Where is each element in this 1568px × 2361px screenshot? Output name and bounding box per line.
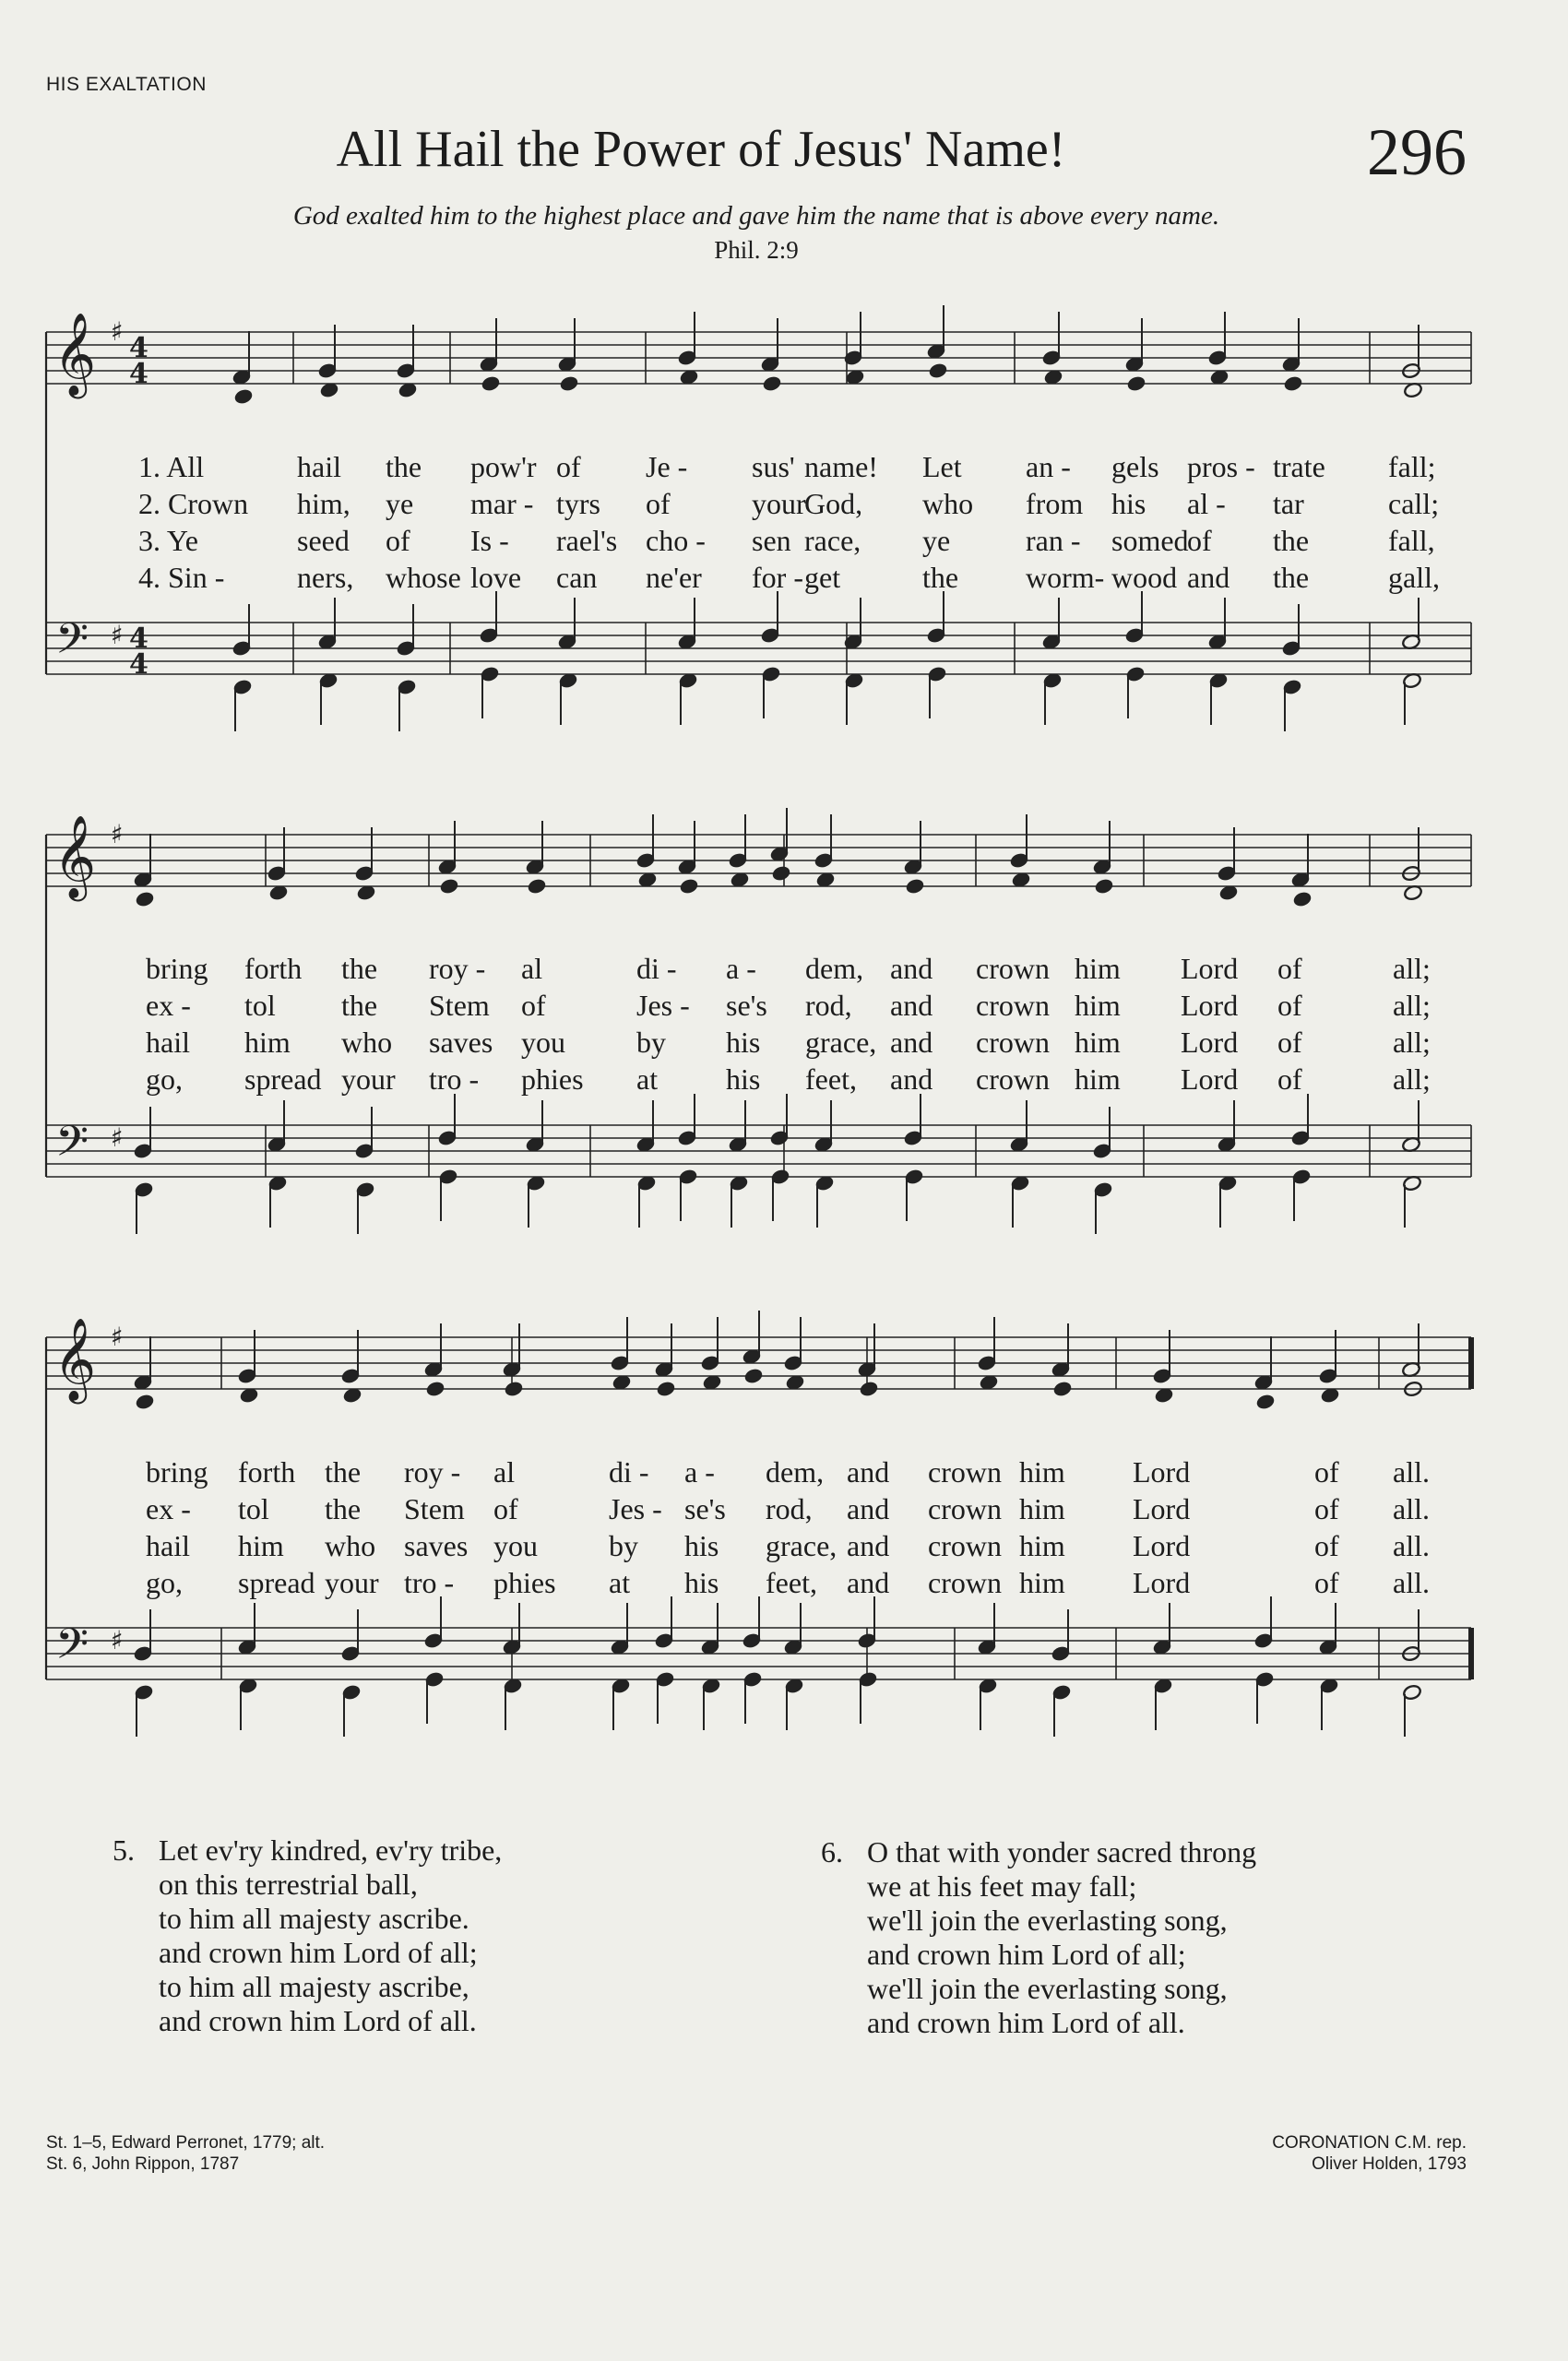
lyric-syllable: him [1075,952,1121,985]
lyric-syllable: the [922,561,959,594]
lyric-syllable: of [1277,989,1302,1022]
lyric-syllable: di - [636,952,677,985]
lyric-syllable: and [1187,561,1230,594]
lyric-syllable: al [493,1455,516,1489]
lyric-syllable: tro - [404,1566,455,1599]
note-head [1283,375,1302,392]
lyric-syllable: an - [1026,450,1071,483]
lyric-syllable: saves [429,1026,493,1059]
section-label: HIS EXALTATION [46,74,207,95]
lyric-syllable: phies [521,1062,584,1096]
lyric-syllable: and [890,989,933,1022]
lyric-syllable: se's [726,989,767,1022]
sharp-icon: ♯ [111,1122,124,1153]
stanza-line: we at his feet may fall; [867,1869,1137,1903]
lyric-syllable: him [1019,1455,1065,1489]
lyric-syllable: ex - [146,989,191,1022]
lyric-syllable: seed [297,524,350,557]
lyric-syllable: of [1187,524,1212,557]
lyric-syllable: a - [684,1455,715,1489]
stanza-line: and crown him Lord of all; [159,1936,478,1969]
lyric-syllable: tyrs [556,487,600,520]
lyric-syllable: and [890,1062,933,1096]
lyric-syllable: Lord [1181,952,1239,985]
note-head [928,362,947,379]
sharp-icon: ♯ [111,1625,124,1655]
lyric-syllable: sus' [752,450,795,483]
stanza-line: we'll join the everlasting song, [867,1972,1228,2005]
lyric-syllable: feet, [805,1062,857,1096]
lyric-syllable: whose [386,561,461,594]
stanza-line: O that with yonder sacred throng [867,1835,1257,1869]
time-signature-icon: 4 [129,648,148,681]
lyric-syllable: worm- [1026,561,1105,594]
lyric-syllable: rod, [805,989,852,1022]
lyric-syllable: Lord [1181,989,1239,1022]
lyric-syllable: a - [726,952,756,985]
lyric-syllable: feet, [766,1566,817,1599]
lyric-syllable: the [325,1492,362,1525]
note-head [656,1381,675,1397]
lyric-syllable: forth [238,1455,296,1489]
lyric-syllable: phies [493,1566,556,1599]
lyric-syllable: all. [1393,1529,1430,1562]
note-head [1126,375,1146,392]
lyric-syllable: roy - [429,952,486,985]
note-head [1255,1394,1275,1410]
note-head [771,865,790,882]
note-head [679,878,698,895]
note-head [1094,878,1113,895]
lyric-syllable: the [325,1455,362,1489]
bass-clef-icon: 𝄢 [55,614,89,674]
treble-clef-icon: 𝄞 [53,815,97,898]
lyric-syllable: and [847,1455,890,1489]
lyric-syllable: ne'er [646,561,702,594]
stanza-line: we'll join the everlasting song, [867,1904,1228,1937]
lyric-syllable: go, [146,1062,183,1096]
lyric-syllable: Jes - [636,989,690,1022]
note-head [135,891,154,908]
lyric-syllable: the [1273,561,1310,594]
lyric-syllable: sen [752,524,791,557]
lyric-syllable: all. [1393,1492,1430,1525]
lyric-syllable: all; [1393,952,1431,985]
stanza-line: and crown him Lord of all. [159,2004,477,2037]
lyric-syllable: spread [244,1062,322,1096]
lyric-syllable: al - [1187,487,1226,520]
bass-staff [46,623,1471,674]
text-credit-line: St. 6, John Rippon, 1787 [46,2154,240,2174]
lyric-syllable: of [521,989,546,1022]
lyric-syllable: by [609,1529,638,1562]
lyric-syllable: and [847,1566,890,1599]
note-head [859,1381,878,1397]
lyric-syllable: se's [684,1492,726,1525]
lyric-syllable: wood [1111,561,1178,594]
bass-staff [46,1125,1471,1177]
lyric-syllable: crown [928,1529,1002,1562]
lyric-syllable: you [493,1529,538,1562]
lyric-syllable: 3. Ye [138,524,198,557]
lyric-syllable: at [636,1062,659,1096]
lyric-syllable: crown [928,1566,1002,1599]
lyric-syllable: all; [1393,1062,1431,1096]
lyric-syllable: dem, [805,952,864,985]
lyric-syllable: who [325,1529,376,1562]
lyric-syllable: ex - [146,1492,191,1525]
lyric-syllable: pros - [1187,450,1255,483]
sharp-icon: ♯ [111,620,124,650]
lyric-syllable: all; [1393,1026,1431,1059]
bass-clef-icon: 𝄢 [55,1619,89,1679]
lyric-syllable: cho - [646,524,706,557]
lyric-syllable: crown [976,989,1050,1022]
lyric-syllable: al [521,952,543,985]
lyric-syllable: crown [976,1026,1050,1059]
treble-staff [46,332,1471,384]
lyric-syllable: name! [804,450,878,483]
hymn-title: All Hail the Power of Jesus' Name! [336,121,1066,178]
lyric-syllable: of [1314,1455,1339,1489]
note-head [905,878,924,895]
note-head [481,375,500,392]
note-head [743,1368,763,1384]
lyric-syllable: him [238,1529,284,1562]
note-head [1052,1381,1072,1397]
lyric-syllable: Let [922,450,962,483]
lyric-syllable: race, [804,524,861,557]
lyric-syllable: all; [1393,989,1431,1022]
stanza-line: and crown him Lord of all; [867,1938,1186,1971]
lyric-syllable: 1. All [138,450,205,483]
lyric-syllable: rael's [556,524,618,557]
lyric-syllable: him [1075,989,1121,1022]
tune-credits [1272,2132,1467,2175]
lyric-syllable: di - [609,1455,649,1489]
music-system-2 [0,779,1568,1277]
stanza-line: to him all majesty ascribe, [159,1970,469,2003]
lyric-syllable: the [341,989,378,1022]
lyric-syllable: him [1019,1492,1065,1525]
lyric-syllable: who [341,1026,393,1059]
lyric-syllable: and [847,1529,890,1562]
lyric-syllable: grace, [805,1026,877,1059]
lyric-syllable: Jes - [609,1492,662,1525]
note-head [1292,891,1312,908]
lyric-syllable: love [470,561,522,594]
lyric-syllable: the [386,450,422,483]
lyric-syllable: of [1277,952,1302,985]
lyric-syllable: his [1111,487,1146,520]
lyric-syllable: Lord [1181,1062,1239,1096]
text-credit-line: St. 1–5, Edward Perronet, 1779; alt. [46,2133,326,2153]
bass-clef-icon: 𝄢 [55,1117,89,1177]
note-head [135,1394,154,1410]
lyric-syllable: your [325,1566,379,1599]
lyric-syllable: his [726,1062,761,1096]
lyric-syllable: Lord [1133,1492,1191,1525]
lyric-syllable: ye [386,487,414,520]
lyric-syllable: of [1277,1062,1302,1096]
time-signature-icon: 4 [129,332,148,364]
lyric-syllable: trate [1273,450,1325,483]
lyric-syllable: hail [146,1529,190,1562]
lyric-syllable: of [386,524,410,557]
lyric-syllable: of [493,1492,518,1525]
time-signature-icon: 4 [129,358,148,390]
lyric-syllable: tar [1273,487,1304,520]
lyric-syllable: forth [244,952,303,985]
lyric-syllable: roy - [404,1455,461,1489]
note-head [425,1381,445,1397]
lyric-syllable: him [1019,1529,1065,1562]
lyric-syllable: 2. Crown [138,487,249,520]
lyric-syllable: his [726,1026,761,1059]
lyric-syllable: him [1075,1026,1121,1059]
tune-credit-line: CORONATION C.M. rep. [1272,2133,1467,2153]
lyric-syllable: mar - [470,487,534,520]
scripture-reference: Phil. 2:9 [714,236,799,264]
treble-clef-icon: 𝄞 [53,1318,97,1401]
lyric-syllable: him [244,1026,291,1059]
lyric-syllable: ran - [1026,524,1081,557]
lyric-syllable: fall; [1388,450,1436,483]
sharp-icon: ♯ [111,819,124,849]
stanza-number: 5. [113,1833,135,1867]
sharp-icon: ♯ [111,1322,124,1352]
note-head [762,375,781,392]
lyric-syllable: and [890,1026,933,1059]
lyric-syllable: crown [928,1455,1002,1489]
treble-clef-icon: 𝄞 [53,313,97,396]
lyric-syllable: Is - [470,524,509,557]
lyric-syllable: Lord [1181,1026,1239,1059]
tune-credit-line: Oliver Holden, 1793 [1312,2154,1467,2174]
sharp-icon: ♯ [111,316,124,347]
lyric-syllable: God, [804,487,863,520]
lyric-syllable: for - [752,561,803,594]
lyric-syllable: bring [146,1455,208,1489]
lyric-syllable: saves [404,1529,469,1562]
stanza-line: and crown him Lord of all. [867,2006,1185,2039]
lyric-syllable: tro - [429,1062,480,1096]
lyric-syllable: fall, [1388,524,1435,557]
lyric-syllable: go, [146,1566,183,1599]
stanza-line: to him all majesty ascribe. [159,1902,469,1935]
stanza-line: Let ev'ry kindred, ev'ry tribe, [159,1833,503,1867]
lyric-syllable: all. [1393,1566,1430,1599]
lyric-syllable: by [636,1026,666,1059]
lyric-syllable: who [922,487,974,520]
hymn-number: 296 [1367,115,1467,189]
note-head [439,878,458,895]
lyric-syllable: ye [922,524,951,557]
lyric-syllable: all. [1393,1455,1430,1489]
lyric-syllable: you [521,1026,565,1059]
stanza-5 [113,1833,502,2038]
lyric-syllable: tol [238,1492,269,1525]
lyric-syllable: of [556,450,581,483]
lyric-syllable: Je - [646,450,688,483]
lyric-syllable: spread [238,1566,315,1599]
stanza-6 [821,1835,1256,2040]
lyric-syllable: crown [976,952,1050,985]
lyric-syllable: crown [928,1492,1002,1525]
note-head [504,1381,523,1397]
lyric-syllable: of [1314,1566,1339,1599]
lyric-syllable: call; [1388,487,1440,520]
lyric-syllable: him [1075,1062,1121,1096]
lyric-syllable: of [1277,1026,1302,1059]
lyric-syllable: Lord [1133,1455,1191,1489]
lyric-syllable: and [847,1492,890,1525]
lyric-syllable: of [646,487,671,520]
note-head [527,878,546,895]
stanza-line: on this terrestrial ball, [159,1868,418,1901]
lyric-syllable: him [1019,1566,1065,1599]
lyric-syllable: crown [976,1062,1050,1096]
lyric-syllable: at [609,1566,631,1599]
text-credits [46,2132,325,2175]
lyric-syllable: gall, [1388,561,1440,594]
lyric-syllable: gels [1111,450,1159,483]
lyric-syllable: of [1314,1492,1339,1525]
note-head [559,375,578,392]
lyric-syllable: your [752,487,806,520]
lyric-syllable: tol [244,989,276,1022]
stanza-number: 6. [821,1835,843,1869]
treble-staff [46,835,1471,886]
lyric-syllable: Stem [404,1492,465,1525]
lyric-syllable: bring [146,952,208,985]
lyric-syllable: get [804,561,841,594]
lyric-syllable: your [341,1062,396,1096]
lyric-syllable: the [1273,524,1310,557]
lyric-syllable: dem, [766,1455,825,1489]
lyric-syllable: can [556,561,598,594]
lyric-syllable: hail [297,450,341,483]
lyric-syllable: from [1026,487,1084,520]
time-signature-icon: 4 [129,623,148,655]
lyric-syllable: Stem [429,989,490,1022]
lyric-syllable: rod, [766,1492,813,1525]
lyric-syllable: of [1314,1529,1339,1562]
lyric-syllable: him, [297,487,350,520]
lyric-syllable: pow'r [470,450,537,483]
lyric-syllable: 4. Sin - [138,561,225,594]
lyric-syllable: his [684,1529,719,1562]
lyric-syllable: his [684,1566,719,1599]
lyric-syllable: ners, [297,561,354,594]
epigraph: God exalted him to the highest place and gave him the name that is above every name. [292,201,1220,231]
lyric-syllable: hail [146,1026,190,1059]
note-head [233,388,253,405]
lyric-syllable: Lord [1133,1566,1191,1599]
lyric-syllable: somed [1111,524,1189,557]
lyric-syllable: Lord [1133,1529,1191,1562]
lyric-syllable: and [890,952,933,985]
lyric-syllable: the [341,952,378,985]
lyric-syllable: grace, [766,1529,837,1562]
